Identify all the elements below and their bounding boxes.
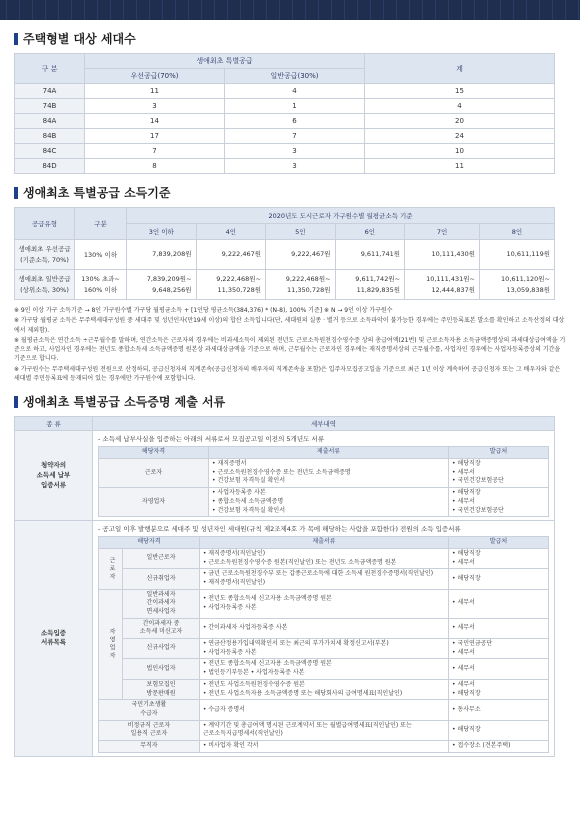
col-income: 2020년도 도시근로자 가구원수별 월평균소득 기준 xyxy=(127,208,555,224)
issuer: • 접수장소 (견본주택) xyxy=(449,740,549,752)
row2-div: 130% 초과~ 160% 이하 xyxy=(75,270,127,300)
section3-title: 생애최초 특별공급 소득증명 제출 서류 xyxy=(14,393,580,410)
col-general: 일반공급(30%) xyxy=(225,69,365,84)
general-count: 7 xyxy=(225,129,365,144)
documents: • 연금산정용가입내역확인서 또는 최근의 부가가치세 확정신고서(부본) • 사업자등록증 사본 xyxy=(199,639,448,659)
group-label: 근로자 xyxy=(99,548,123,589)
doc-row xyxy=(99,639,549,659)
qualification: 비정규직 근로자 일용직 근로자 xyxy=(99,720,200,740)
issuer: • 세무서 • 해당직장 xyxy=(449,679,549,699)
documents: • 비사업자 확인 각서 xyxy=(199,740,448,752)
income-cell: 10,611,119원 xyxy=(480,240,555,270)
col-special: 생애최초 특별공급 xyxy=(85,54,365,69)
documents: • 계약기간 및 총급여액 명시된 근로계약서 또는 월별급여명세표(직인날인) 또는 근로소득지급명세서(직인날인) xyxy=(199,720,448,740)
general-count: 4 xyxy=(225,84,365,99)
income-cell: 9,222,468원~ 11,350,728원 xyxy=(196,270,266,300)
priority-count: 17 xyxy=(85,129,225,144)
qualification: 법인사업자 xyxy=(123,659,200,679)
documents: • 재직증명서(직인날인) • 근로소득원천징수영수증 원본(직인날인) 또는 전년도 소득금액증명 원본 xyxy=(199,548,448,568)
qualification: 일반근로자 xyxy=(123,548,200,568)
documents: • 전년도 사업소득원천징수영수증 원본 • 전년도 사업소득자용 소득금액증명 또는 해당회사의 급여명세표(직인날인) xyxy=(199,679,448,699)
note: ※ 월평균소득은 연간소득 ÷근무월수를 말하며, 연간소득은 근로자의 경우에는 비과세소득이 제외된 전년도 근로소득원천징수영수증 상의 총급여액(21번) 및 근로소득자용 소득금액증명상의 과세대상급여액을 기준으로 하고, 사업자인 경우에는 전년도 종합소득세 소득금액증명 원본상 과세대상금액을 기준으로 하며, 근무월수는 근로자인 경우에는 재직증명서상의 근무월수를, 사업자인 경우에는 사업자등록증상의 기간을 기준으로 합니다. xyxy=(14,336,566,363)
qualification: 국민기초생활 수급자 xyxy=(99,700,200,720)
doc-row xyxy=(99,488,549,517)
top-decorative-band xyxy=(0,0,580,20)
income-cell: 9,611,742원~ 11,829,835원 xyxy=(335,270,405,300)
housing-type: 84D xyxy=(15,159,85,174)
priority-count: 8 xyxy=(85,159,225,174)
qualification: 일반과세자 간이과세자 면세사업자 xyxy=(123,589,200,618)
household-size: 8인 xyxy=(480,224,555,240)
issuer: • 세무서 xyxy=(449,659,549,679)
priority-count: 7 xyxy=(85,144,225,159)
priority-count: 14 xyxy=(85,114,225,129)
col-kind: 종 류 xyxy=(15,417,93,431)
table-row xyxy=(15,84,555,99)
income-cell: 10,111,431원~ 12,444,837원 xyxy=(405,270,480,300)
tax-proof-detail: - 소득세 납부사실을 입증하는 아래의 서류로서 모집공고일 이전의 5개년도 서류 해당자격 제출서류 발급처 근로자 • 재직증명서 • 근로소득원천징수영수증 또는 전년도 소득금액증명 • 건강보험 자격득실 확인서 • 해당직장 • 세무서 • 국민건강보험공단 자영업자 • 사업자등록증 사본 • 종합소득세 소득금액증명 • 건강보험 자격득실 확인서 • 해당직장 • 세무서 • 국민건강보험공단 xyxy=(93,431,555,521)
table-row xyxy=(15,144,555,159)
doc-row xyxy=(99,459,549,488)
income-cell: 9,222,468원~ 11,350,728원 xyxy=(266,270,336,300)
category-income-proof: 소득입증 서류목록 xyxy=(15,521,93,756)
documents-table xyxy=(14,416,555,756)
qualification: 보험모집인 방문판매원 xyxy=(123,679,200,699)
col-group: 구 분 xyxy=(15,54,85,84)
col-priority: 우선공급(70%) xyxy=(85,69,225,84)
income-cell: 9,222,467원 xyxy=(196,240,266,270)
qualification: 간이과세자 중 소득세 미신고자 xyxy=(123,618,200,638)
documents: • 재직증명서 • 근로소득원천징수영수증 또는 전년도 소득금액증명 • 건강보험 자격득실 확인서 xyxy=(209,459,449,488)
qualification: 신규취업자 xyxy=(123,569,200,589)
section1-title: 주택형별 대상 세대수 xyxy=(14,30,580,47)
col-supply-type: 공급유형 xyxy=(15,208,75,240)
priority-count: 11 xyxy=(85,84,225,99)
income-cell: 7,839,208원 xyxy=(127,240,197,270)
doc-row xyxy=(99,618,549,638)
title-bar-icon xyxy=(14,396,18,408)
general-count: 3 xyxy=(225,144,365,159)
general-count: 1 xyxy=(225,99,365,114)
title-bar-icon xyxy=(14,33,18,45)
row1-type: 생애최초 우선공급 (기준소득, 70%) xyxy=(15,240,75,270)
income-cell: 7,839,209원~ 9,648,256원 xyxy=(127,270,197,300)
housing-type: 84C xyxy=(15,144,85,159)
issuer: • 해당직장 • 세무서 • 국민건강보험공단 xyxy=(449,488,549,517)
income-cell: 9,611,741원 xyxy=(335,240,405,270)
documents: • 전년도 종합소득세 신고자용 소득금액증명 원본 • 법인등기부등본 • 사업자등록증 사본 xyxy=(199,659,448,679)
doc-row xyxy=(99,700,549,720)
qualification: 자영업자 xyxy=(99,488,209,517)
doc-row xyxy=(99,659,549,679)
group-label: 자영업자 xyxy=(99,589,123,700)
total-count: 11 xyxy=(365,159,555,174)
issuer: • 해당직장 • 세무서 • 국민건강보험공단 xyxy=(449,459,549,488)
general-count: 3 xyxy=(225,159,365,174)
col-division: 구분 xyxy=(75,208,127,240)
documents: • 수급자 증명서 xyxy=(199,700,448,720)
note: ※ 9인 이상 가구 소득기준 → 8인 가구원수별 가구당 월평균소득 + [1인당 평균소득(384,376) * (N-8), 100% 기준] ※ N → 9인 이상 가구원수 xyxy=(14,307,393,314)
documents: • 간이과세자 사업자등록증 사본 xyxy=(199,618,448,638)
household-size: 4인 xyxy=(196,224,266,240)
housing-type: 74B xyxy=(15,99,85,114)
section2-title: 생애최초 특별공급 소득기준 xyxy=(14,184,580,201)
documents: • 사업자등록증 사본 • 종합소득세 소득금액증명 • 건강보험 자격득실 확인서 xyxy=(209,488,449,517)
income-proof-table: 해당자격 제출서류 발급처 근로자 일반근로자 • 재직증명서(직인날인) • 근로소득원천징수영수증 원본(직인날인) 또는 전년도 소득금액증명 원본 • 해당직장 • 세무서 신규취업자 • 금년 근로소득원천징수부 또는 갑종근로소득에 대한 소득세 원천징수증명서(직인날인) • 재직증명서(직인날인) • 해당직장 자영업자 일반과세자 간이과세자 면세사업자 • 전년도 종합소득세 신고자용 소득금액증명 원본 • 사업자등록증 사본 • 세무서 간이과세자 중 소득세 미신고자 • 간이과세자 사업자등록증 사본 • 세무서 신규사업자 • 연금산정용가입내역확인서 또는 최근의 부가가치세 확정신고서(부본) • 사업자등록증 사본 • 국민연금공단 • 세무서 법인사업자 • 전년도 종합소득세 신고자용 소득금액증명 원본 • 법인등기부등본 • 사업자등록증 사본 • 세무서 보험모집인 방문판매원 • 전년도 사업소득원천징수영수증 원본 • 전년도 사업소득자용 소득금액증명 또는 해당회사의 급여명세표(직인날인) • 세무서 • 해당직장 국민기초생활 수급자 • 수급자 증명서 • 동사무소 비정규직 근로자 일용직 근로자 • 계약기간 및 총급여액 명시된 근로계약서 또는 월별급여명세표(직인날인) 또는 근로소득지급명세서(직인날인) • 해당직장 무직자 • 비사업자 확인 각서 • 접수장소 (견본주택) xyxy=(98,536,549,752)
documents: • 전년도 종합소득세 신고자용 소득금액증명 원본 • 사업자등록증 사본 xyxy=(199,589,448,618)
qualification: 근로자 xyxy=(99,459,209,488)
issuer: • 해당직장 xyxy=(449,569,549,589)
household-size: 3인 이하 xyxy=(127,224,197,240)
total-count: 20 xyxy=(365,114,555,129)
issuer: • 세무서 xyxy=(449,618,549,638)
issuer: • 해당직장 xyxy=(449,720,549,740)
doc-row xyxy=(99,589,549,618)
issuer: • 해당직장 • 세무서 xyxy=(449,548,549,568)
household-size: 6인 xyxy=(335,224,405,240)
col-total: 계 xyxy=(365,54,555,84)
note: ※ 가구당 월평균 소득은 무주택세대구성원 중 세대주 및 성년인자(만19세 이상)의 합산 소득입니다(단, 세대원의 실종 · 별거 등으로 소득파악이 불가능한 경우에는 주민등록표본 발소를 확인하고 소득산정의 대상에서 제외함). xyxy=(14,317,565,334)
total-count: 24 xyxy=(365,129,555,144)
row2-type: 생애최초 일반공급 (상위소득, 30%) xyxy=(15,270,75,300)
doc-row xyxy=(99,679,549,699)
tax-proof-table: 해당자격 제출서류 발급처 근로자 • 재직증명서 • 근로소득원천징수영수증 또는 전년도 소득금액증명 • 건강보험 자격득실 확인서 • 해당직장 • 세무서 • 국민건강보험공단 자영업자 • 사업자등록증 사본 • 종합소득세 소득금액증명 • 건강보험 자격득실 확인서 • 해당직장 • 세무서 • 국민건강보험공단 xyxy=(98,446,549,517)
doc-row xyxy=(99,548,549,568)
household-size: 5인 xyxy=(266,224,336,240)
total-count: 15 xyxy=(365,84,555,99)
doc-row xyxy=(99,720,549,740)
income-notes xyxy=(14,306,566,383)
income-cell: 10,111,430원 xyxy=(405,240,480,270)
housing-type: 74A xyxy=(15,84,85,99)
income-cell: 10,611,120원~ 13,059,838원 xyxy=(480,270,555,300)
row1-div: 130% 이하 xyxy=(75,240,127,270)
income-proof-detail: - 공고일 이후 발행분으로 세대주 및 성년자인 세대원(규칙 제2조제4호 가 목에 해당하는 사람을 포함한다) 전원의 소득 입증서류 해당자격 제출서류 발급처 근로자 일반근로자 • 재직증명서(직인날인) • 근로소득원천징수영수증 원본(직인날인) 또는 전년도 소득금액증명 원본 • 해당직장 • 세무서 신규취업자 • 금년 근로소득원천징수부 또는 갑종근로소득에 대한 소득세 원천징수증명서(직인날인) • 재직증명서(직인날인) • 해당직장 자영업자 일반과세자 간이과세자 면세사업자 • 전년도 종합소득세 신고자용 소득금액증명 원본 • 사업자등록증 사본 • 세무서 간이과세자 중 소득세 미신고자 • 간이과세자 사업자등록증 사본 • 세무서 신규사업자 • 연금산정용가입내역확인서 또는 최근의 부가가치세 확정신고서(부본) • 사업자등록증 사본 • 국민연금공단 • 세무서 법인사업자 • 전년도 종합소득세 신고자용 소득금액증명 원본 • 법인등기부등본 • 사업자등록증 사본 • 세무서 보험모집인 방문판매원 • 전년도 사업소득원천징수영수증 원본 • 전년도 사업소득자용 소득금액증명 또는 해당회사의 급여명세표(직인날인) • 세무서 • 해당직장 국민기초생활 수급자 • 수급자 증명서 • 동사무소 비정규직 근로자 일용직 근로자 • 계약기간 및 총급여액 명시된 근로계약서 또는 월별급여명세표(직인날인) 또는 근로소득지급명세서(직인날인) • 해당직장 무직자 • 비사업자 확인 각서 • 접수장소 (견본주택) xyxy=(93,521,555,756)
issuer: • 국민연금공단 • 세무서 xyxy=(449,639,549,659)
col-detail: 세부내역 xyxy=(93,417,555,431)
issuer: • 동사무소 xyxy=(449,700,549,720)
priority-count: 3 xyxy=(85,99,225,114)
general-count: 6 xyxy=(225,114,365,129)
note: ※ 가구원수는 무주택세대구성원 전원으로 산정하되, 공급신청자의 직계존속(공급신청자의 배우자의 직계존속을 포함)은 입주자모집공고일을 기준으로 최근 1년 이상 계속하여 공급신청자 또는 그 배우자와 같은 세대별 주민등록표에 등재되어 있는 경우에만 가구원수에 포함합니다. xyxy=(14,365,561,383)
issuer: • 세무서 xyxy=(449,589,549,618)
doc-row xyxy=(99,569,549,589)
income-cell: 9,222,467원 xyxy=(266,240,336,270)
category-tax-proof: 청약자의 소득세 납부 입증서류 xyxy=(15,431,93,521)
qualification: 무직자 xyxy=(99,740,200,752)
housing-type: 84B xyxy=(15,129,85,144)
documents: • 금년 근로소득원천징수부 또는 갑종근로소득에 대한 소득세 원천징수증명서(직인날인) • 재직증명서(직인날인) xyxy=(199,569,448,589)
title-bar-icon xyxy=(14,187,18,199)
housing-type: 84A xyxy=(15,114,85,129)
table-row xyxy=(15,159,555,174)
households-table xyxy=(14,53,555,174)
table-row xyxy=(15,99,555,114)
total-count: 4 xyxy=(365,99,555,114)
doc-row xyxy=(99,740,549,752)
table-row xyxy=(15,129,555,144)
income-table xyxy=(14,207,555,300)
household-size: 7인 xyxy=(405,224,480,240)
total-count: 10 xyxy=(365,144,555,159)
table-row xyxy=(15,114,555,129)
qualification: 신규사업자 xyxy=(123,639,200,659)
